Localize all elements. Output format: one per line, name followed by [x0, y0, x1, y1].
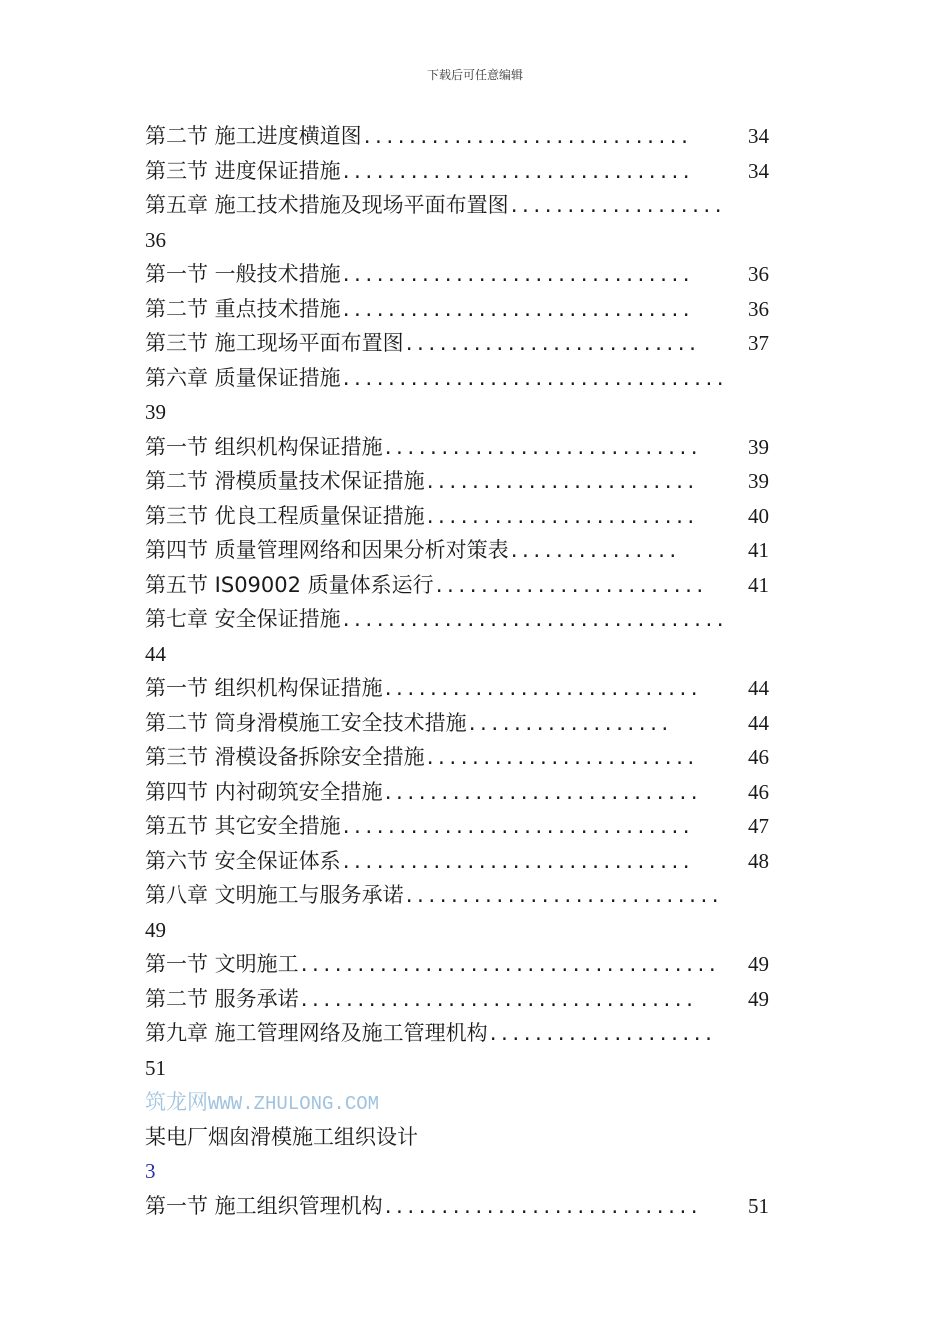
toc-entry[interactable]: [145, 671, 785, 706]
toc-entry-label: 第三节 进度保证措施: [145, 158, 341, 183]
toc-entry[interactable]: [145, 775, 785, 810]
toc-lines: [145, 119, 785, 1085]
toc-entry-page-wrapped: 36: [145, 227, 166, 252]
toc-entry-leader: ..................................: [340, 368, 727, 390]
toc-entry-leader: ...............................: [340, 851, 693, 873]
toc-entry-label: 第九章 施工管理网络及施工管理机构: [145, 1021, 488, 1045]
toc-entry[interactable]: [145, 706, 785, 741]
toc-entry-label: 第二节 滑模质量技术保证措施: [145, 469, 425, 493]
toc-entry-leader: ............................: [382, 782, 701, 804]
toc-entry-page: 36: [748, 296, 769, 321]
toc-entry-leader: ...................: [508, 196, 725, 217]
toc-entry[interactable]: [145, 1016, 785, 1051]
toc-entry[interactable]: [145, 119, 785, 154]
toc-entry-page: 34: [748, 124, 769, 148]
toc-entry-page: 40: [748, 503, 769, 528]
toc-entry[interactable]: [145, 326, 785, 361]
toc-entry-leader: ........................: [424, 472, 697, 493]
toc-entry-page: 41: [748, 538, 769, 562]
document-title: 某电厂烟囱滑模施工组织设计: [145, 1124, 418, 1149]
toc-entry-page: 47: [748, 814, 769, 838]
toc-entry-page-wrapped: 44: [145, 641, 166, 666]
toc-entry-page: 39: [748, 434, 769, 459]
toc-entry-label: 第一节 组织机构保证措施: [145, 434, 383, 459]
toc-entry-page: 34: [748, 158, 769, 183]
toc-entry[interactable]: [145, 464, 785, 499]
toc-entry-leader: ..................................: [340, 610, 727, 631]
toc-entry[interactable]: [145, 292, 785, 327]
watermark-site-name: 筑龙网: [145, 1090, 208, 1114]
toc-entry-label: 第四节 内衬砌筑安全措施: [145, 779, 383, 804]
toc-entry-leader: ...............................: [340, 161, 693, 183]
toc-entry-label: 第三节 优良工程质量保证措施: [145, 503, 425, 528]
toc-entry-leader: ........................: [424, 506, 697, 528]
toc-entry-label: 第二节 筒身滑模施工安全技术措施: [145, 710, 467, 735]
toc-entry-leader: ....................: [487, 1024, 715, 1045]
toc-entry-leader: ...................................: [298, 989, 696, 1011]
toc-entry-leader: ............................: [382, 1196, 701, 1218]
toc-entry[interactable]: [145, 257, 785, 292]
toc-entry-label: 第三节 施工现场平面布置图: [145, 331, 404, 355]
toc-entry-page: 37: [748, 331, 769, 355]
toc-entry-label: 第六节 安全保证体系: [145, 848, 341, 873]
toc-entry-page: 39: [748, 469, 769, 493]
toc-entry[interactable]: [145, 947, 785, 982]
toc-entry-label: 第一节 一般技术措施: [145, 262, 341, 286]
toc-entry-label: 第二节 重点技术措施: [145, 296, 341, 321]
toc-entry[interactable]: [145, 430, 785, 465]
toc-entry-leader: .............................: [361, 127, 691, 148]
toc-entry-page: 49: [748, 952, 769, 976]
toc-entry-leader: ............................: [382, 679, 701, 700]
toc-entry-label: 第五节 其它安全措施: [145, 814, 341, 838]
toc-entry-page: 51: [748, 1193, 769, 1218]
toc-entry-page: 44: [748, 710, 769, 735]
toc-entry-leader: ...............................: [340, 817, 693, 838]
toc-entry-page-wrapped: 49: [145, 917, 166, 942]
toc-entry-page: 41: [748, 572, 769, 597]
toc-entry-page: 48: [748, 848, 769, 873]
page-number-marker: 3: [145, 1159, 156, 1183]
toc-entry[interactable]: [145, 602, 785, 637]
toc-entry-leader: ..........................: [403, 334, 699, 355]
toc-entry[interactable]: [145, 533, 785, 568]
toc-entry-leader: ........................: [424, 748, 697, 769]
toc-entry-label: 第二节 服务承诺: [145, 986, 299, 1011]
toc-entry-label: 第五节 IS09002 质量体系运行: [145, 572, 434, 597]
toc-entry-page: 44: [748, 676, 769, 700]
toc-entry[interactable]: [145, 844, 785, 879]
toc-entry[interactable]: [145, 568, 785, 603]
watermark-url: WWW.ZHULONG.COM: [208, 1093, 380, 1115]
toc-entry-leader: ........................: [433, 575, 706, 597]
toc-entry[interactable]: [145, 154, 785, 189]
toc-entry-leader: ...............: [508, 541, 679, 562]
toc-entry-page: 46: [748, 745, 769, 769]
toc-entry-page-wrapped: 51: [145, 1055, 166, 1080]
toc-entry-leader: ............................: [382, 437, 701, 459]
toc-entry-label: 第二节 施工进度横道图: [145, 124, 362, 148]
toc-entry-label: 第八章 文明施工与服务承诺: [145, 883, 404, 907]
toc-entry-leader: .....................................: [298, 955, 719, 976]
toc-entry[interactable]: [145, 982, 785, 1017]
toc-entry[interactable]: [145, 361, 785, 396]
toc-entry[interactable]: [145, 809, 785, 844]
page-header: 下载后可任意编辑: [426, 68, 523, 82]
toc-entry-page: 36: [748, 262, 769, 286]
toc-entry-label: 第四节 质量管理网络和因果分析对策表: [145, 538, 509, 562]
toc-entry-leader: ...............................: [340, 299, 693, 321]
toc-entry-page: 46: [748, 779, 769, 804]
toc-entry-leader: ...............................: [340, 265, 693, 286]
toc-entry-label: 第一节 文明施工: [145, 952, 299, 976]
toc-entry-label: 第三节 滑模设备拆除安全措施: [145, 745, 425, 769]
toc-entry[interactable]: [145, 1189, 785, 1224]
toc-entry-page-wrapped: 39: [145, 400, 166, 424]
toc-entry[interactable]: [145, 499, 785, 534]
toc-entry[interactable]: [145, 188, 785, 223]
toc-entry-page: 49: [748, 986, 769, 1011]
toc-entry-label: 第六章 质量保证措施: [145, 365, 341, 390]
watermark: [145, 1085, 785, 1120]
table-of-contents: [145, 119, 785, 1223]
toc-entry-leader: ..................: [466, 713, 671, 735]
toc-entry-label: 第一节 组织机构保证措施: [145, 676, 383, 700]
toc-entry-label: 第七章 安全保证措施: [145, 607, 341, 631]
toc-entry-leader: ............................: [403, 886, 722, 907]
toc-entry-label: 第五章 施工技术措施及现场平面布置图: [145, 193, 509, 217]
toc-entry-label: 第一节 施工组织管理机构: [145, 1193, 383, 1218]
toc-entry[interactable]: [145, 878, 785, 913]
toc-entry[interactable]: [145, 740, 785, 775]
